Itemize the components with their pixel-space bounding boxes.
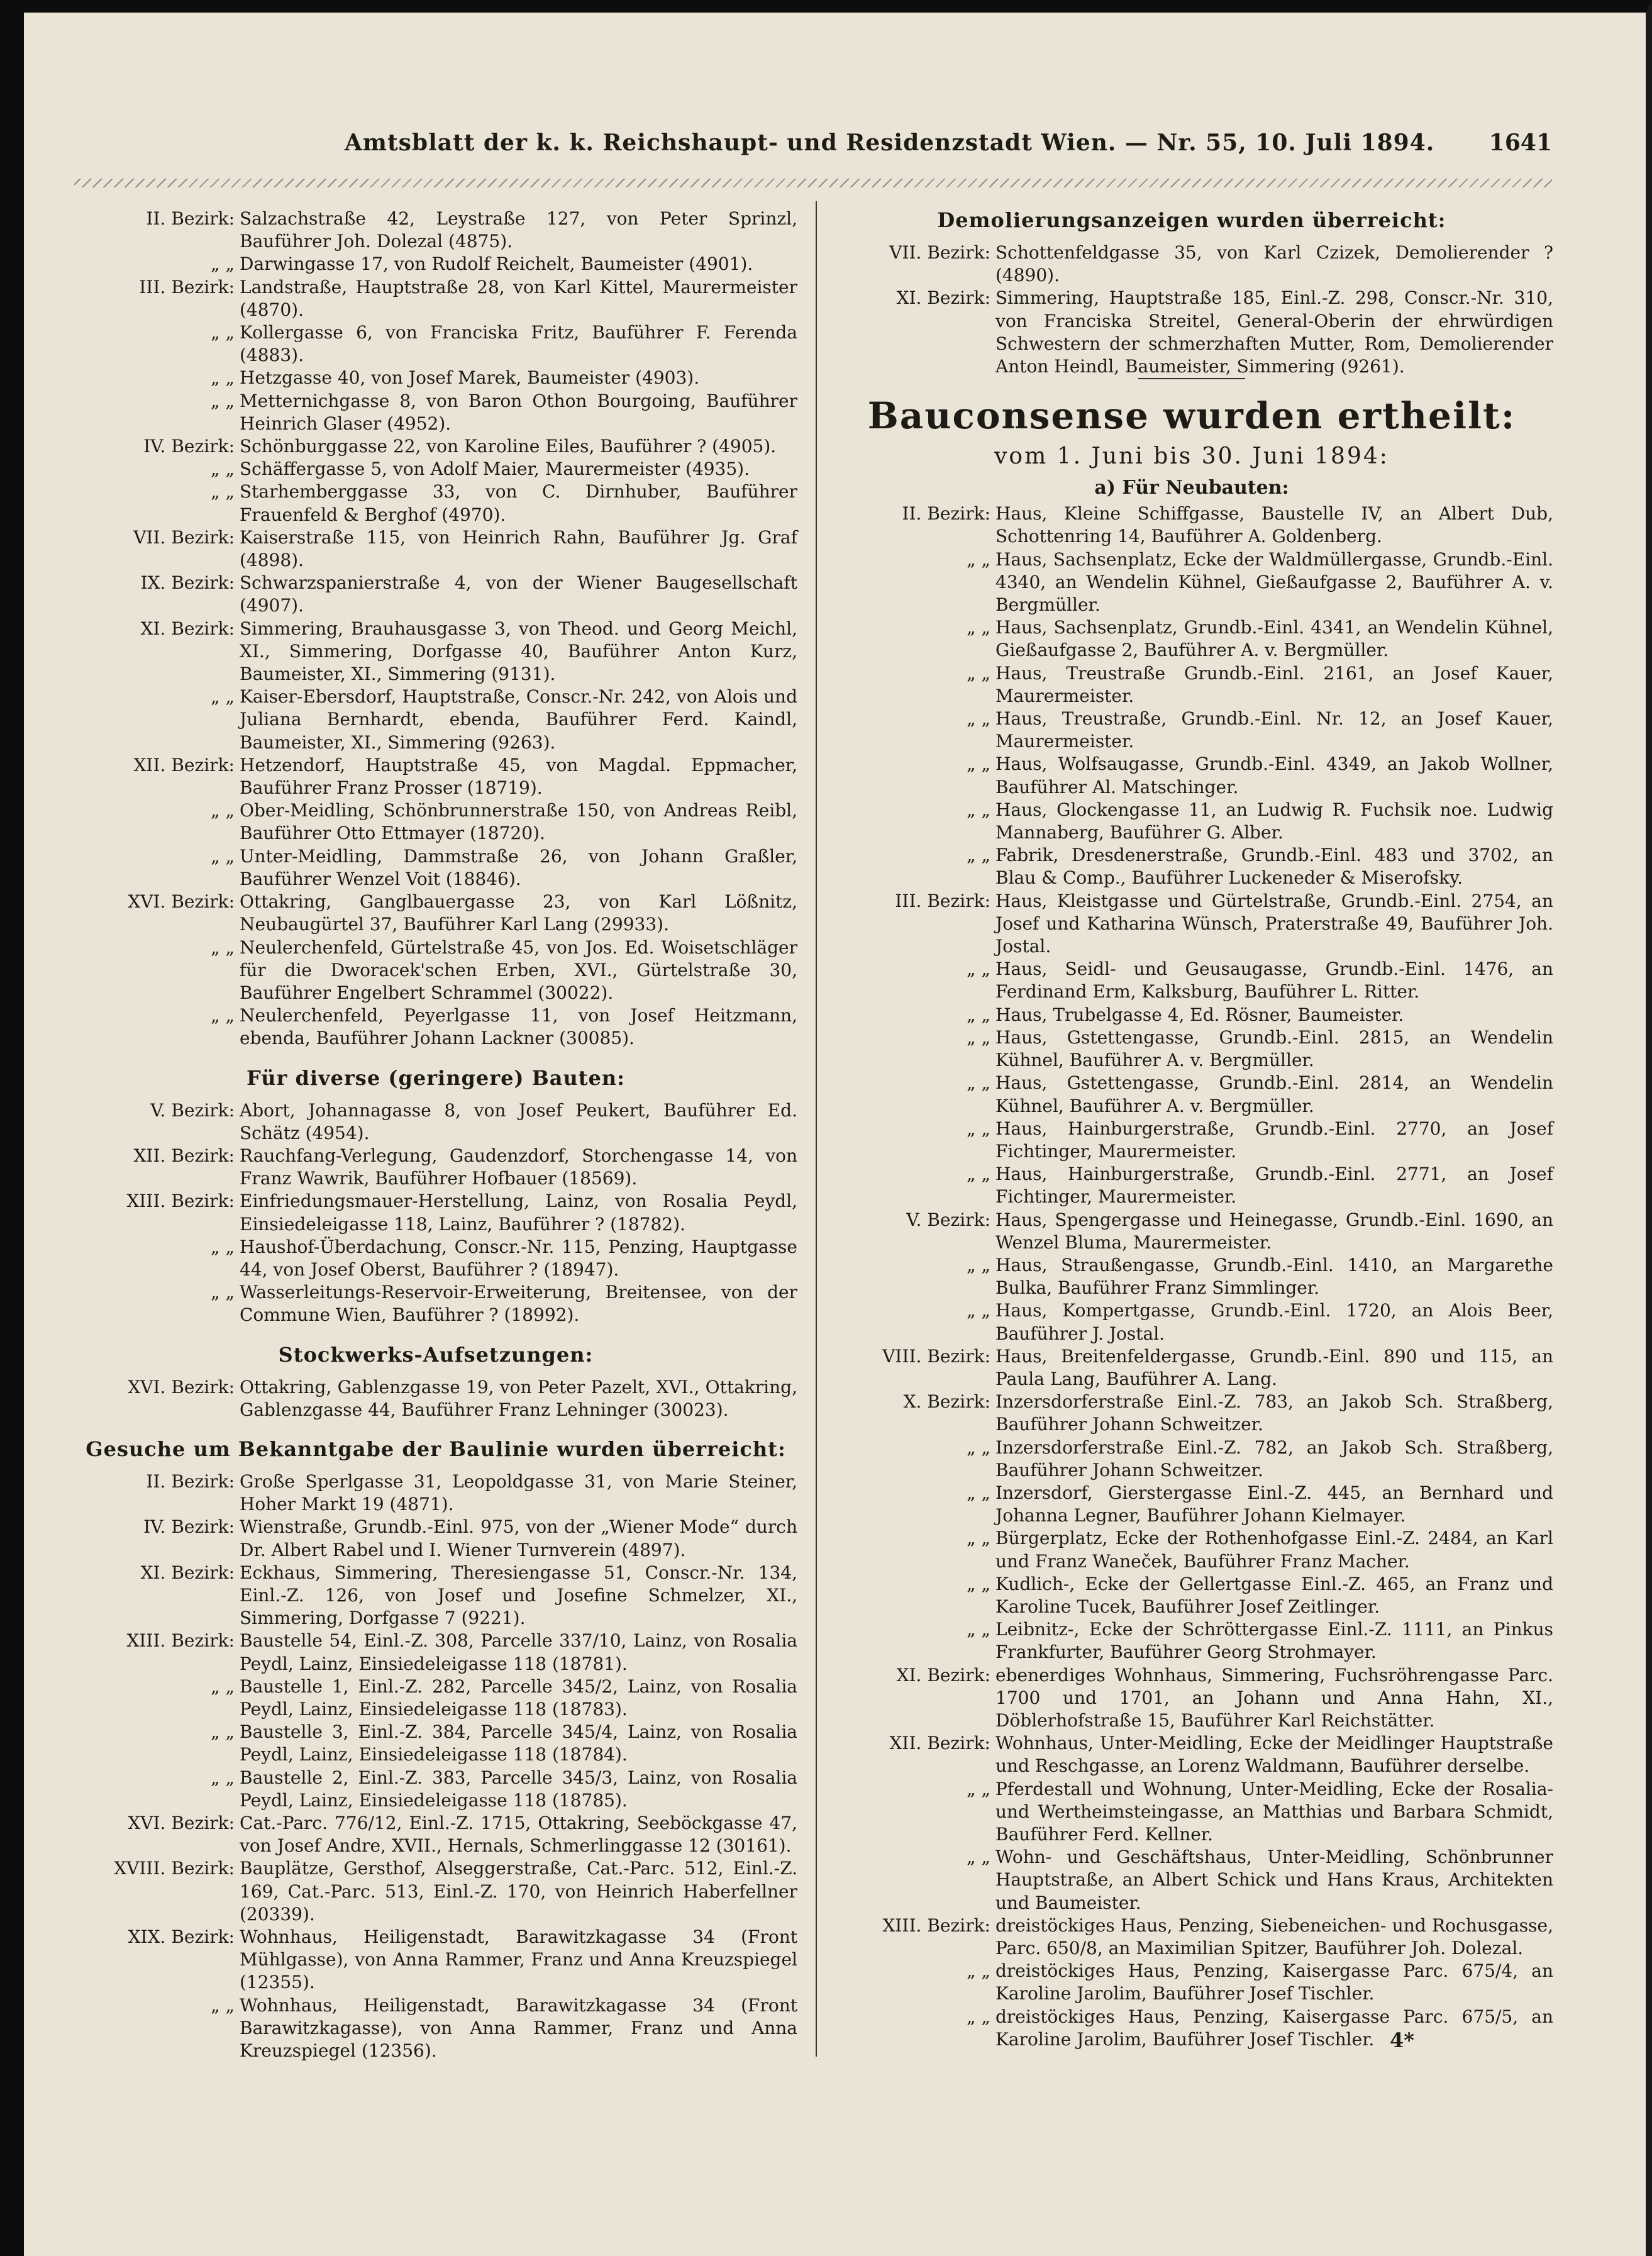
district-label: III. Bezirk: [139, 276, 235, 297]
district-label: „ „ [967, 1004, 990, 1025]
entry-text: Eckhaus, Simmering, Theresiengasse 51, Conscr.-Nr. 134, Einl.-Z. 126, von Josef und Josefine Schmelzer, XI., Simmering, Dorfgasse 7 (9221). [240, 1562, 797, 1629]
entry-text: Wasserleitungs-Reservoir-Erweiterung, Breitensee, von der Commune Wien, Bauführer ? (18992). [240, 1282, 797, 1326]
entry [74, 1236, 797, 1281]
entry [830, 1163, 1553, 1208]
district-label: XII. Bezirk: [889, 1733, 990, 1754]
district-label: XVI. Bezirk: [128, 1813, 235, 1833]
entry-text: Schwarzspanierstraße 4, von der Wiener Baugesellschaft (4907). [240, 572, 797, 616]
entry [74, 1630, 797, 1675]
district-label: V. Bezirk: [906, 1209, 990, 1230]
district-label: „ „ [211, 1721, 235, 1743]
section-heading-demolierung: Demolierungsanzeigen wurden überreicht: [937, 208, 1446, 232]
entry [830, 1482, 1553, 1527]
district-label: „ „ [211, 367, 235, 389]
district-label: „ „ [211, 1005, 235, 1026]
entry-text: Metternichgasse 8, von Baron Othon Bourgoing, Bauführer Heinrich Glaser (4952). [240, 390, 797, 434]
entry [74, 481, 797, 526]
entry [830, 1026, 1553, 1072]
entry-text: Haus, Trubelgasse 4, Ed. Rösner, Baumeister. [995, 1004, 1404, 1025]
entry-text: Haus, Kleine Schiffgasse, Baustelle IV, an Albert Dub, Schottenring 14, Bauführer A. Goldenberg. [995, 503, 1553, 547]
entry-text: Inzersdorferstraße Einl.-Z. 782, an Jakob Sch. Straßberg, Bauführer Johann Schweitzer. [995, 1436, 1553, 1481]
district-label: X. Bezirk: [903, 1391, 990, 1413]
entry-text: Neulerchenfeld, Gürtelstraße 45, von Jos. Ed. Woisetschläger für die Dworacek'schen Erben, XVI., Gürtelstraße 30, Bauführer Engelbert Schrammel (30022). [240, 936, 797, 1003]
entry [74, 1857, 797, 1926]
entry-text: Baustelle 54, Einl.-Z. 308, Parcelle 337/10, Lainz, von Rosalia Peydl, Lainz, Einsiedeleigasse 118 (18781). [240, 1630, 797, 1674]
entry [830, 1960, 1553, 2005]
entry-text: Hetzgasse 40, von Josef Marek, Baumeister (4903). [240, 367, 700, 389]
entry-text: Cat.-Parc. 776/12, Einl.-Z. 1715, Ottakring, Seeböckgasse 47, von Josef Andre, XVII., Hernals, Schmerlinggasse 12 (30161). [240, 1813, 797, 1857]
entry-text: Neulerchenfeld, Peyerlgasse 11, von Josef Heitzmann, ebenda, Bauführer Johann Lackner (30085). [240, 1005, 797, 1049]
entry [830, 662, 1553, 708]
district-label: „ „ [967, 1254, 990, 1275]
district-label: „ „ [967, 1436, 990, 1458]
entry [830, 1573, 1553, 1618]
entry-text: Starhemberggasse 33, von C. Dirnhuber, Bauführer Frauenfeld & Berghof (4970). [240, 481, 797, 525]
district-label: „ „ [211, 686, 235, 708]
entry [830, 242, 1553, 287]
section-heading-stockwerk: Stockwerks-Aufsetzungen: [278, 1342, 594, 1367]
district-label: XIX. Bezirk: [128, 1926, 235, 1948]
entry-text: Baustelle 1, Einl.-Z. 282, Parcelle 345/2, Lainz, von Rosalia Peydl, Lainz, Einsiedeleigasse 118 (18783). [240, 1675, 797, 1720]
district-label: V. Bezirk: [150, 1099, 235, 1121]
district-label: „ „ [967, 1528, 990, 1549]
district-label: „ „ [211, 1282, 235, 1303]
district-label: XI. Bezirk: [140, 618, 235, 639]
entry-text: dreistöckiges Haus, Penzing, Kaisergasse Parc. 675/4, an Karoline Jarolim, Bauführer Josef Tischler. [995, 1960, 1553, 2004]
entry-text: Haus, Spengergasse und Heinegasse, Grundb.-Einl. 1690, an Wenzel Bluma, Maurermeister. [995, 1209, 1553, 1253]
entry [74, 458, 797, 481]
page-header [74, 130, 1552, 167]
entry [74, 390, 797, 435]
date-range-subtitle: vom 1. Juni bis 30. Juni 1894: [994, 443, 1389, 470]
entry-text: Kaiser-Ebersdorf, Hauptstraße, Conscr.-Nr. 242, von Alois und Juliana Bernhardt, ebenda, Bauführer Ferd. Kaindl, Baumeister, XI., Simmering (9263). [240, 686, 797, 753]
district-label: „ „ [211, 390, 235, 411]
entry [74, 1562, 797, 1630]
district-label: XVI. Bezirk: [128, 1376, 235, 1397]
district-label: IV. Bezirk: [143, 436, 235, 457]
district-label: „ „ [967, 753, 990, 775]
entry [74, 891, 797, 936]
district-label: IV. Bezirk: [143, 1516, 235, 1538]
entry [830, 799, 1553, 844]
entry [74, 1281, 797, 1326]
entry-text: Haus, Kompertgasse, Grundb.-Einl. 1720, an Alois Beer, Bauführer J. Jostal. [995, 1300, 1553, 1344]
subsection-neubauten: a) Für Neubauten: [1094, 477, 1289, 499]
entries-block-1 [74, 208, 797, 1050]
district-label: XI. Bezirk: [896, 287, 990, 309]
entry [74, 1516, 797, 1561]
district-label: „ „ [967, 1164, 990, 1185]
entry-text: Abort, Johannagasse 8, von Josef Peukert, Bauführer Ed. Schätz (4954). [240, 1099, 797, 1143]
district-label: „ „ [211, 1675, 235, 1697]
entry-text: Haus, Treustraße Grundb.-Einl. 2161, an Josef Kauer, Maurermeister. [995, 662, 1553, 706]
entry [830, 1004, 1553, 1026]
entry-text: Wohnhaus, Heiligenstadt, Barawitzkagasse 34 (Front Mühlgasse), von Anna Rammer, Franz und Anna Kreuzspiegel (12355). [240, 1926, 797, 1993]
entry-text: Inzersdorf, Gierstergasse Einl.-Z. 445, an Bernhard und Johanna Legner, Bauführer Johann Kielmayer. [995, 1482, 1553, 1526]
page-number: 1641 [1488, 130, 1552, 156]
entry [830, 890, 1553, 959]
entry [74, 1767, 797, 1812]
entry-text: Darwingasse 17, von Rudolf Reichelt, Baumeister (4901). [240, 253, 753, 275]
district-label: „ „ [211, 800, 235, 821]
district-label: XIII. Bezirk: [882, 1914, 990, 1936]
district-label: „ „ [967, 1482, 990, 1503]
entry-text: Ottakring, Ganglbauergasse 23, von Karl Lößnitz, Neubaugürtel 37, Bauführer Karl Lang (29933). [240, 891, 797, 935]
entry [830, 1732, 1553, 1777]
district-label: II. Bezirk: [902, 503, 990, 525]
entry [74, 1190, 797, 1235]
district-label: XI. Bezirk: [140, 1562, 235, 1583]
entry [74, 1721, 797, 1766]
entry-text: Wohnhaus, Unter-Meidling, Ecke der Meidlinger Hauptstraße und Reschgasse, an Lorenz Waldmann, Bauführer derselbe. [995, 1733, 1553, 1777]
district-label: VIII. Bezirk: [882, 1345, 990, 1367]
district-label: „ „ [967, 1847, 990, 1868]
entry [830, 1914, 1553, 1960]
entry-text: Haus, Glockengasse 11, an Ludwig R. Fuchsik noe. Ludwig Mannaberg, Bauführer G. Alber. [995, 799, 1553, 843]
district-label: „ „ [211, 253, 235, 275]
signature-mark: 4* [1390, 2028, 1414, 2052]
entries-block-4 [74, 1470, 797, 2062]
entry-text: Haushof-Überdachung, Conscr.-Nr. 115, Penzing, Hauptgasse 44, von Josef Oberst, Bauführer ? (18947). [240, 1236, 797, 1280]
entry-text: Einfriedungsmauer-Herstellung, Lainz, von Rosalia Peydl, Einsiedeleigasse 118, Lainz, Bauführer ? (18782). [240, 1191, 797, 1235]
entry-text: Haus, Gstettengasse, Grundb.-Einl. 2814, an Wendelin Kühnel, Bauführer A. v. Bergmüller. [995, 1072, 1553, 1116]
district-label: „ „ [967, 617, 990, 638]
district-label: XVIII. Bezirk: [114, 1858, 235, 1879]
district-label: „ „ [967, 1960, 990, 1982]
entry-text: Kudlich-, Ecke der Gellertgasse Einl.-Z. 465, an Franz und Karoline Tucek, Bauführer Josef Zeitlinger. [995, 1573, 1553, 1617]
entry [74, 686, 797, 754]
district-label: „ „ [211, 458, 235, 480]
entries-block-5 [830, 242, 1553, 378]
entry-text: Landstraße, Hauptstraße 28, von Karl Kittel, Maurermeister (4870). [240, 276, 797, 320]
entry-text: Haus, Hainburgerstraße, Grundb.-Einl. 2770, an Josef Fichtinger, Maurermeister. [995, 1118, 1553, 1162]
entry-text: Baustelle 3, Einl.-Z. 384, Parcelle 345/4, Lainz, von Rosalia Peydl, Lainz, Einsiedeleigasse 118 (18784). [240, 1721, 797, 1765]
entry [74, 1376, 797, 1421]
entry [830, 958, 1553, 1003]
entry [74, 572, 797, 617]
entries-block-2 [74, 1099, 797, 1327]
entry-text: Bürgerplatz, Ecke der Rothenhofgasse Einl.-Z. 2484, an Karl und Franz Waneček, Bauführer Franz Macher. [995, 1528, 1553, 1572]
district-label: XIII. Bezirk: [126, 1191, 235, 1212]
entry [74, 367, 797, 389]
entry-text: Hetzendorf, Hauptstraße 45, von Magdal. Eppmacher, Bauführer Franz Prosser (18719). [240, 754, 797, 799]
district-label: IX. Bezirk: [140, 572, 235, 594]
district-label: „ „ [967, 1118, 990, 1139]
entry [830, 1664, 1553, 1733]
entry-text: Haus, Straußengasse, Grundb.-Einl. 1410, an Margarethe Bulka, Bauführer Franz Simmlinger. [995, 1254, 1553, 1299]
entry [830, 1345, 1553, 1391]
district-label: XII. Bezirk: [133, 754, 235, 775]
entry-text: Große Sperlgasse 31, Leopoldgasse 31, von Marie Steiner, Hoher Markt 19 (4871). [240, 1470, 797, 1515]
entry [74, 1812, 797, 1857]
entry-text: Pferdestall und Wohnung, Unter-Meidling, Ecke der Rosalia- und Wertheimsteingasse, an Matthias und Barbara Schmidt, Bauführer Ferd. Kellner. [995, 1778, 1553, 1845]
entry [74, 208, 797, 253]
entry [74, 1926, 797, 1994]
district-label: III. Bezirk: [895, 890, 990, 911]
district-label: „ „ [967, 1778, 990, 1799]
entry-text: Wohnhaus, Heiligenstadt, Barawitzkagasse 34 (Front Barawitzkagasse), von Anna Rammer, Franz und Anna Kreuzspiegel (12356). [240, 1994, 797, 2062]
entry-text: Leibnitz-, Ecke der Schröttergasse Einl.-Z. 1111, an Pinkus Frankfurter, Bauführer Georg Strohmayer. [995, 1619, 1553, 1663]
entry-text: Haus, Kleistgasse und Gürtelstraße, Grundb.-Einl. 2754, an Josef und Katharina Wünsch, Praterstraße 49, Bauführer Joh. Jostal. [995, 890, 1553, 957]
district-label: XII. Bezirk: [133, 1145, 235, 1166]
entry-text: Ottakring, Gablenzgasse 19, von Peter Pazelt, XVI., Ottakring, Gablenzgasse 44, Bauführer Franz Lehninger (30023). [240, 1376, 797, 1420]
district-label: „ „ [967, 799, 990, 820]
district-label: „ „ [211, 1236, 235, 1257]
entry-text: Simmering, Hauptstraße 185, Einl.-Z. 298, Conscr.-Nr. 310, von Franciska Streitel, General-Oberin der ehrwürdigen Schwestern der schmerzhaften Mutter, Rom, Demolierender Anton Heindl, Baumeister, Simmering (9261). [995, 287, 1553, 377]
entry-text: Kaiserstraße 115, von Heinrich Rahn, Bauführer Jg. Graf (4898). [240, 526, 797, 571]
entry-text: Haus, Seidl- und Geusaugasse, Grundb.-Einl. 1476, an Ferdinand Erm, Kalksburg, Bauführer L. Ritter. [995, 959, 1553, 1003]
column-divider [816, 201, 817, 2057]
entry-text: Fabrik, Dresdenerstraße, Grundb.-Einl. 483 und 3702, an Blau & Comp., Bauführer Luckeneder & Miserofsky. [995, 845, 1553, 889]
entry-text: Ober-Meidling, Schönbrunnerstraße 150, von Andreas Reibl, Bauführer Otto Ettmayer (18720). [240, 800, 797, 844]
entry-text: Salzachstraße 42, Leystraße 127, von Peter Sprinzl, Bauführer Joh. Dolezal (4875). [240, 208, 797, 252]
district-label: „ „ [967, 1619, 990, 1640]
entry-text: Haus, Sachsenplatz, Ecke der Waldmüllergasse, Grundb.-Einl. 4340, an Wendelin Kühnel, Gießaufgasse 2, Bauführer A. v. Bergmüller. [995, 548, 1553, 616]
entry [74, 1099, 797, 1145]
section-heading-diverse: Für diverse (geringere) Bauten: [247, 1065, 625, 1090]
entry [74, 276, 797, 321]
district-label: „ „ [967, 1573, 990, 1594]
entry-text: Haus, Wolfsaugasse, Grundb.-Einl. 4349, an Jakob Wollner, Bauführer Al. Matschinger. [995, 753, 1553, 797]
district-label: „ „ [967, 959, 990, 980]
entries-block-6 [830, 503, 1553, 2051]
header-title: Amtsblatt der k. k. Reichshaupt- und Residenzstadt Wien. — Nr. 55, 10. Juli 1894. [345, 130, 1435, 156]
district-label: „ „ [967, 1026, 990, 1048]
section-heading-gesuche: Gesuche um Bekanntgabe der Baulinie wurden überreicht: [86, 1436, 786, 1461]
entry [830, 1072, 1553, 1117]
entry [74, 435, 797, 458]
entry-text: Wienstraße, Grundb.-Einl. 975, von der „Wiener Mode“ durch Dr. Albert Rabel und I. Wiener Turnverein (4897). [240, 1516, 797, 1560]
district-label: „ „ [967, 708, 990, 730]
entry-text: ebenerdiges Wohnhaus, Simmering, Fuchsröhrengasse Parc. 1700 und 1701, an Johann und Anna Hahn, XI., Döblerhofstraße 15, Bauführer Karl Reichstätter. [995, 1664, 1553, 1731]
district-label: „ „ [211, 936, 235, 958]
entry [830, 2006, 1553, 2051]
entry-text: Rauchfang-Verlegung, Gaudenzdorf, Storchengasse 14, von Franz Wawrik, Bauführer Hofbauer (18569). [240, 1145, 797, 1189]
entry-text: Schäffergasse 5, von Adolf Maier, Maurermeister (4935). [240, 458, 750, 480]
entry [830, 503, 1553, 548]
entry-text: Unter-Meidling, Dammstraße 26, von Johann Graßler, Bauführer Wenzel Voit (18846). [240, 845, 797, 889]
entry [74, 845, 797, 891]
entry [74, 526, 797, 572]
entry-text: Simmering, Brauhausgasse 3, von Theod. und Georg Meichl, XI., Simmering, Dorfgasse 40, Bauführer Anton Kurz, Baumeister, XI., Simmering (9131). [240, 618, 797, 685]
district-label: XVI. Bezirk: [128, 891, 235, 913]
entry [74, 1675, 797, 1721]
district-label: „ „ [211, 481, 235, 503]
entry [830, 1436, 1553, 1482]
entry-text: Bauplätze, Gersthof, Alseggerstraße, Cat.-Parc. 512, Einl.-Z. 169, Cat.-Parc. 513, Einl.-Z. 170, von Heinrich Haberfellner (20339). [240, 1858, 797, 1925]
entry-text: Schottenfeldgasse 35, von Karl Czizek, Demolierender ? (4890). [995, 242, 1553, 286]
entry-text: dreistöckiges Haus, Penzing, Kaisergasse Parc. 675/5, an Karoline Jarolim, Bauführer Josef Tischler. [995, 2006, 1553, 2050]
entry [830, 1254, 1553, 1299]
entry [830, 287, 1553, 378]
entry [74, 321, 797, 367]
entry [74, 618, 797, 686]
entry [830, 1299, 1553, 1345]
entry-text: Haus, Hainburgerstraße, Grundb.-Einl. 2771, an Josef Fichtinger, Maurermeister. [995, 1164, 1553, 1208]
entry [830, 1778, 1553, 1847]
entry [830, 1209, 1553, 1254]
entry [74, 754, 797, 799]
entry-text: Kollergasse 6, von Franciska Fritz, Bauführer F. Ferenda (4883). [240, 322, 797, 366]
entry [74, 253, 797, 275]
district-label: II. Bezirk: [146, 208, 235, 229]
entry-text: Schönburggasse 22, von Karoline Eiles, Bauführer ? (4905). [240, 436, 777, 457]
entry-text: Haus, Breitenfeldergasse, Grundb.-Einl. 890 und 115, an Paula Lang, Bauführer A. Lang. [995, 1345, 1553, 1389]
entry [830, 1118, 1553, 1163]
entry-text: Haus, Treustraße, Grundb.-Einl. Nr. 12, an Josef Kauer, Maurermeister. [995, 708, 1553, 752]
entry-text: Wohn- und Geschäftshaus, Unter-Meidling, Schönbrunner Hauptstraße, an Albert Schick und Hans Kraus, Architekten und Baumeister. [995, 1847, 1553, 1913]
entry [830, 616, 1553, 662]
district-label: „ „ [967, 548, 990, 570]
entry [74, 1994, 797, 2063]
entry [74, 1470, 797, 1516]
entry [830, 1618, 1553, 1664]
district-label: „ „ [211, 845, 235, 867]
entry [830, 1527, 1553, 1572]
district-label: II. Bezirk: [146, 1470, 235, 1492]
short-rule [1138, 378, 1245, 379]
entries-block-3 [74, 1376, 797, 1421]
district-label: „ „ [967, 662, 990, 684]
entry [74, 1004, 797, 1050]
entry-text: Inzersdorferstraße Einl.-Z. 783, an Jakob Sch. Straßberg, Bauführer Johann Schweitzer. [995, 1391, 1553, 1435]
entry [74, 936, 797, 1005]
district-label: „ „ [967, 1300, 990, 1321]
entry [830, 1391, 1553, 1436]
entry [830, 844, 1553, 889]
entry-text: Baustelle 2, Einl.-Z. 383, Parcelle 345/3, Lainz, von Rosalia Peydl, Lainz, Einsiedeleigasse 118 (18785). [240, 1767, 797, 1811]
entry [830, 753, 1553, 798]
entry [830, 708, 1553, 753]
right-column [830, 208, 1553, 2051]
entry [74, 799, 797, 845]
district-label: „ „ [211, 322, 235, 343]
district-label: „ „ [967, 845, 990, 866]
district-label: XIII. Bezirk: [126, 1630, 235, 1652]
entry-text: dreistöckiges Haus, Penzing, Siebeneichen- und Rochusgasse, Parc. 650/8, an Maximilian Spitzer, Bauführer Joh. Dolezal. [995, 1914, 1553, 1959]
district-label: XI. Bezirk: [896, 1664, 990, 1686]
main-title-bauconsense: Bauconsense wurden ertheilt: [867, 394, 1516, 438]
district-label: „ „ [211, 1767, 235, 1788]
district-label: VII. Bezirk: [133, 526, 235, 548]
entry [830, 1846, 1553, 1914]
district-label: VII. Bezirk: [889, 242, 990, 263]
district-label: „ „ [211, 1994, 235, 2016]
entry [830, 548, 1553, 617]
entry-text: Haus, Gstettengasse, Grundb.-Einl. 2815, an Wendelin Kühnel, Bauführer A. v. Bergmüller. [995, 1026, 1553, 1071]
left-column [74, 208, 797, 2062]
district-label: „ „ [967, 2006, 990, 2027]
entry-text: Haus, Sachsenplatz, Grundb.-Einl. 4341, an Wendelin Kühnel, Gießaufgasse 2, Bauführer A. v. Bergmüller. [995, 617, 1553, 661]
entry [74, 1145, 797, 1190]
header-rule [74, 179, 1552, 187]
district-label: „ „ [967, 1072, 990, 1094]
